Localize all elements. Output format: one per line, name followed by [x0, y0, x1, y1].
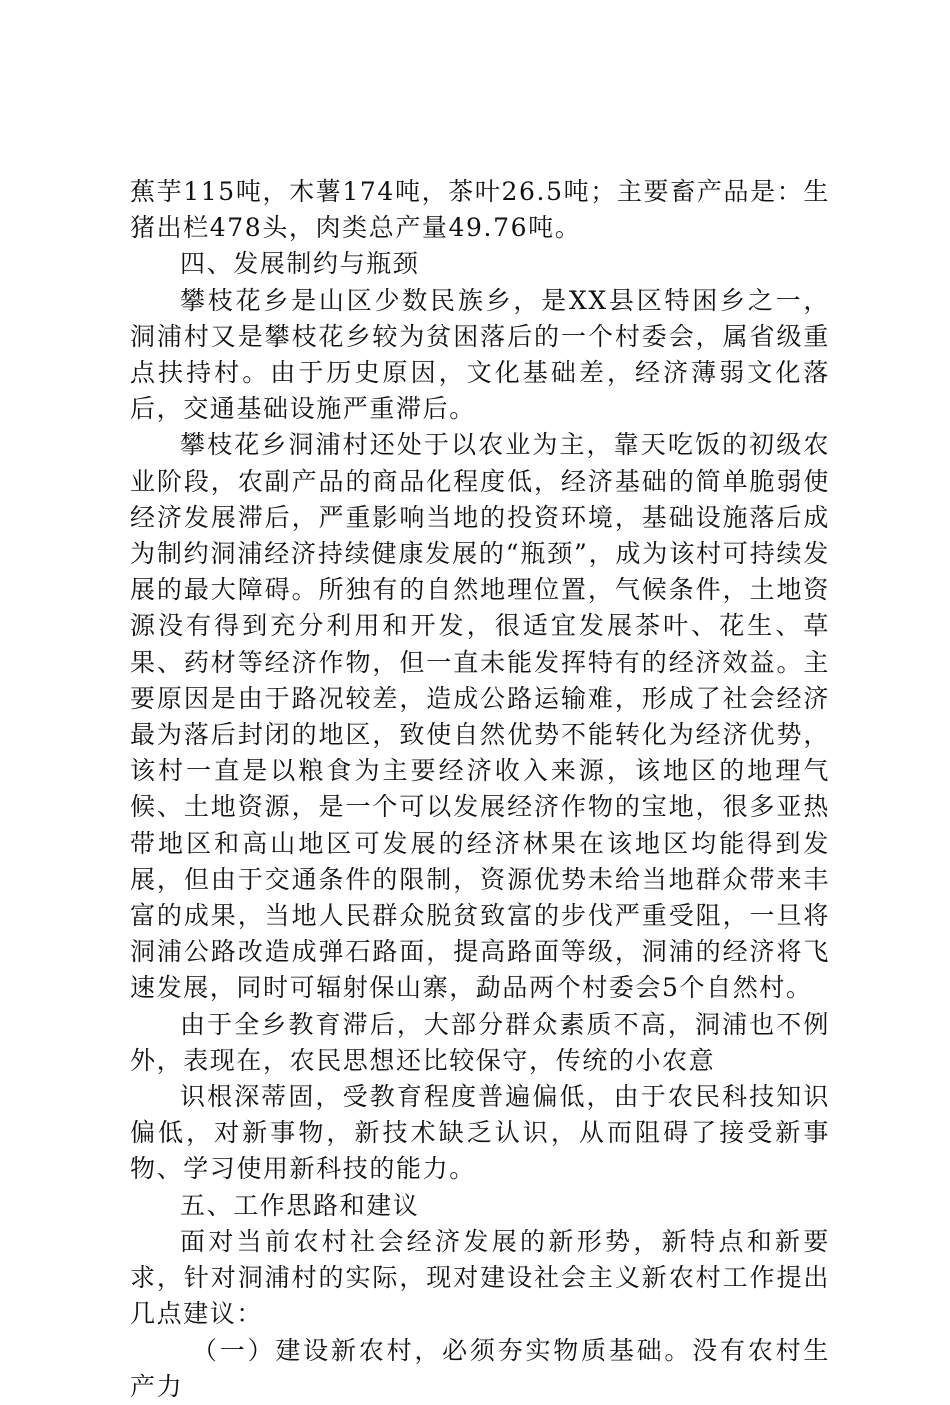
- paragraph-continued-output: 蕉芋115吨，木薯174吨，茶叶26.5吨；主要畜产品是：生猪出栏478头，肉类总产量49.76吨。: [130, 177, 830, 243]
- section-heading-constraints: 四、发展制约与瓶颈: [180, 249, 420, 279]
- paragraph-village-overview: 攀枝花乡是山区少数民族乡，是XX县区特困乡之一，洞浦村又是攀枝花乡较为贫困落后的一个村委会，属省级重点扶持村。由于历史原因，文化基础差，经济薄弱文化落后，交通基础设施严重滞后。: [130, 285, 830, 424]
- paragraph-education-lag: 由于全乡教育滞后，大部分群众素质不高，洞浦也不例外，表现在，农民思想还比较保守，传统的小农意: [130, 1009, 830, 1075]
- document-body: [130, 174, 830, 1405]
- paragraph-suggestion-one: （一）建设新农村，必须夯实物质基础。没有农村生产力: [130, 1335, 830, 1401]
- section-heading-suggestions: 五、工作思路和建议: [180, 1190, 420, 1220]
- paragraph-suggestions-intro: 面对当前农村社会经济发展的新形势，新特点和新要求，针对洞浦村的实际，现对建设社会主义新农村工作提出几点建议：: [130, 1226, 830, 1329]
- paragraph-economic-bottleneck: 攀枝花乡洞浦村还处于以农业为主，靠天吃饭的初级农业阶段，农副产品的商品化程度低，经济基础的简单脆弱使经济发展滞后，严重影响当地的投资环境，基础设施落后成为制约洞浦经济持续健康发展的“瓶颈”，成为该村可持续发展的最大障碍。所独有的自然地理位置，气候条件，土地资源没有得到充分利用和开发，很适宜发展茶叶、花生、草果、药材等经济作物，但一直未能发挥特有的经济效益。主要原因是由于路况较差，造成公路运输难，形成了社会经济最为落后封闭的地区，致使自然优势不能转化为经济优势，该村一直是以粮食为主要经济收入来源，该地区的地理气候、土地资源，是一个可以发展经济作物的宝地，很多亚热带地区和高山地区可发展的经济林果在该地区均能得到发展，但由于交通条件的限制，资源优势未给当地群众带来丰富的成果，当地人民群众脱贫致富的步伐严重受阻，一旦将洞浦公路改造成弹石路面，提高路面等级，洞浦的经济将飞速发展，同时可辐射保山寨，勐品两个村委会5个自然村。: [130, 430, 830, 1003]
- paragraph-education-continued: 识根深蒂固，受教育程度普遍偏低，由于农民科技知识偏低，对新事物，新技术缺乏认识，从而阻碍了接受新事物、学习使用新科技的能力。: [130, 1082, 830, 1184]
